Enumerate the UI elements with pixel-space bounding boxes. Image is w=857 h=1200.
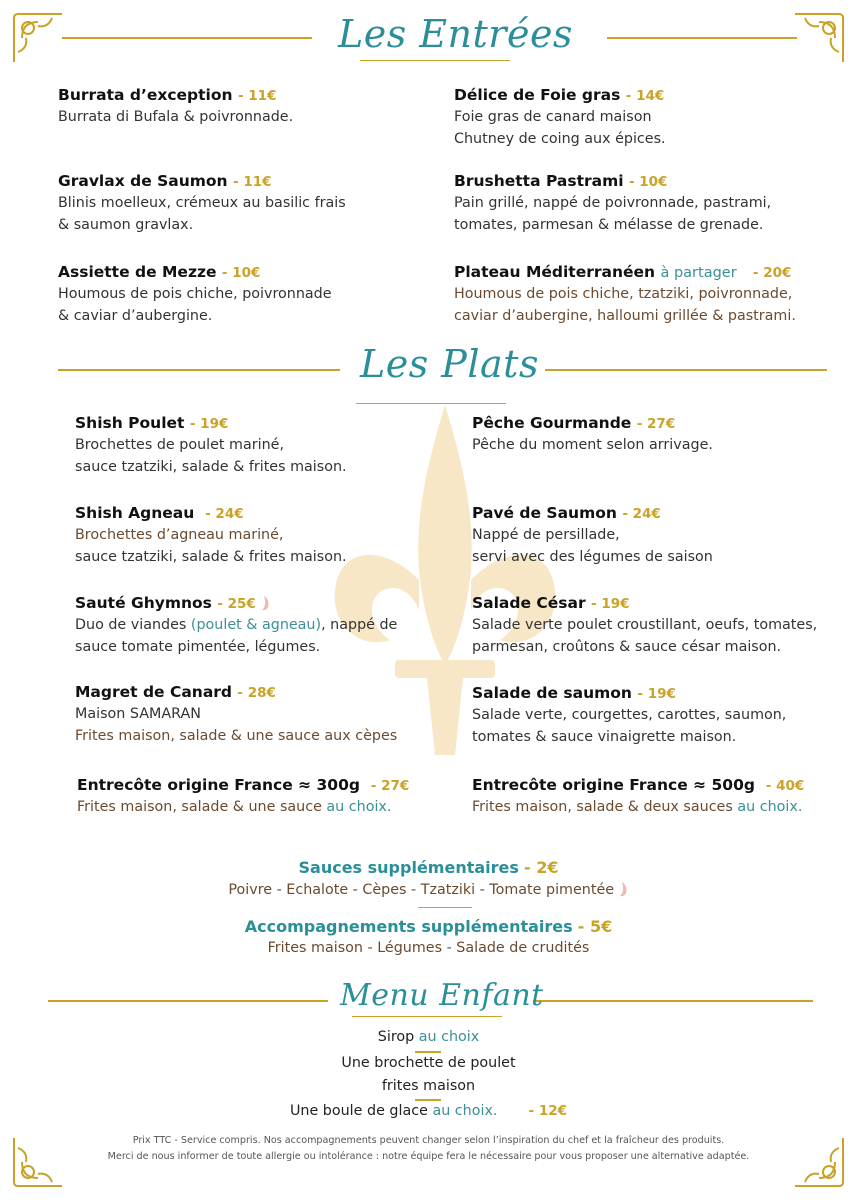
accompagnements-list: Frites maison - Légumes - Salade de crudités — [267, 940, 590, 956]
footer-line-2: Merci de nous informer de toute allergie ou intolérance : notre équipe fera le nécessaire pour vous proposer une alternative adaptée. — [107, 1151, 750, 1162]
enfant-price: - 12€ — [528, 1103, 568, 1119]
accompagnements-heading: Accompagnements supplémentaires - 5€ — [244, 917, 613, 936]
plat-peche-gourmande: Pêche Gourmande - 27€ Pêche du moment selon arrivage. — [472, 414, 713, 453]
entrees-title-underline — [360, 60, 510, 61]
enfant-rule-right — [533, 1000, 813, 1002]
entrees-rule-left — [62, 37, 312, 39]
enfant-title: Menu Enfant — [340, 978, 544, 1013]
entree-plateau: Plateau Méditerranéen à partager - 20€ Houmous de pois chiche, tzatziki, poivronnade, caviar d’aubergine, halloumi grillée & pastrami. — [454, 263, 796, 324]
entrees-rule-right — [607, 37, 797, 39]
enfant-line-sirop: Sirop au choix — [377, 1029, 480, 1045]
entree-mezze: Assiette de Mezze - 10€ Houmous de pois chiche, poivronnade & caviar d’aubergine. — [58, 263, 332, 324]
enfant-title-underline — [352, 1016, 502, 1017]
entree-brushetta: Brushetta Pastrami - 10€ Pain grillé, nappé de poivronnade, pastrami, tomates, parmesan & mélasse de grenade. — [454, 172, 772, 233]
chili-pepper-icon — [261, 595, 271, 611]
plat-salade-saumon: Salade de saumon - 19€ Salade verte, courgettes, carottes, saumon, tomates & sauce vinaigrette maison. — [472, 684, 787, 745]
plats-title: Les Plats — [360, 342, 539, 386]
enfant-divider-1 — [415, 1051, 441, 1053]
corner-ornament-top-left — [8, 8, 68, 68]
sauces-heading: Sauces supplémentaires - 2€ — [298, 858, 559, 877]
footer-line-1: Prix TTC - Service compris. Nos accompagnements peuvent changer selon l’inspiration du chef et la fraîcheur des produits. — [132, 1135, 725, 1146]
plats-rule-left — [58, 369, 340, 371]
plats-title-underline — [356, 403, 506, 404]
chili-pepper-icon — [619, 881, 629, 897]
enfant-line-brochette: Une brochette de poulet — [341, 1055, 516, 1071]
plat-saute-ghymnos: Sauté Ghymnos - 25€ Duo de viandes (poulet & agneau), nappé de sauce tomate pimentée, légumes. — [75, 594, 398, 655]
sauces-list: Poivre - Echalote - Cèpes - Tzatziki - Tomate pimentée — [0, 881, 857, 898]
entree-burrata: Burrata d’exception - 11€ Burrata di Bufala & poivronnade. — [58, 86, 294, 125]
plat-pave-saumon: Pavé de Saumon - 24€ Nappé de persillade, servi avec des légumes de saison — [472, 504, 713, 565]
enfant-line-frites: frites maison — [381, 1078, 476, 1094]
sauces-divider — [418, 907, 472, 908]
plat-magret-canard: Magret de Canard - 28€ Maison SAMARAN Frites maison, salade & une sauce aux cèpes — [75, 683, 398, 744]
plat-entrecote-500: Entrecôte origine France ≈ 500g - 40€ Frites maison, salade & deux sauces au choix. — [472, 776, 805, 815]
entree-gravlax: Gravlax de Saumon - 11€ Blinis moelleux, crémeux au basilic frais & saumon gravlax. — [58, 172, 346, 233]
entree-foie-gras: Délice de Foie gras - 14€ Foie gras de canard maison Chutney de coing aux épices. — [454, 86, 666, 147]
plat-shish-poulet: Shish Poulet - 19€ Brochettes de poulet mariné, sauce tzatziki, salade & frites maison. — [75, 414, 347, 475]
plat-salade-cesar: Salade César - 19€ Salade verte poulet croustillant, oeufs, tomates, parmesan, croûtons & sauce césar maison. — [472, 594, 818, 655]
corner-ornament-top-right — [789, 8, 849, 68]
enfant-rule-left — [48, 1000, 328, 1002]
plats-rule-right — [545, 369, 827, 371]
plat-entrecote-300: Entrecôte origine France ≈ 300g - 27€ Frites maison, salade & une sauce au choix. — [77, 776, 410, 815]
enfant-divider-2 — [415, 1099, 441, 1101]
plat-shish-agneau: Shish Agneau - 24€ Brochettes d’agneau mariné, sauce tzatziki, salade & frites maison. — [75, 504, 347, 565]
enfant-line-glace: Une boule de glace au choix. - 12€ — [289, 1103, 568, 1119]
entrees-title: Les Entrées — [338, 12, 573, 56]
